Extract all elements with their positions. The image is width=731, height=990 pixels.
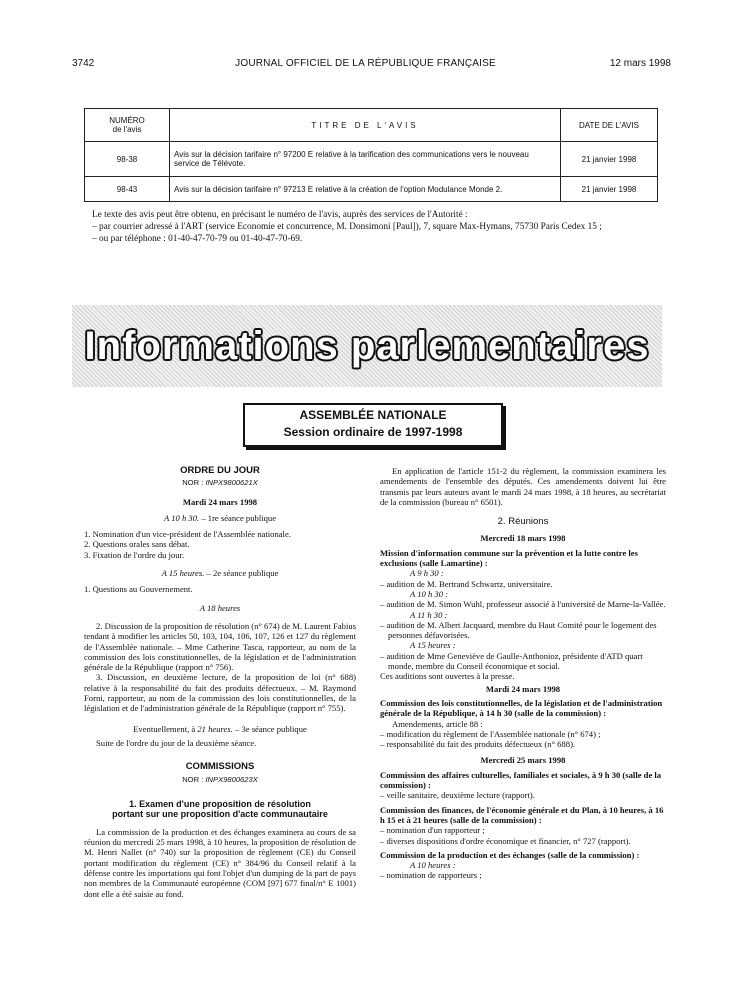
banner-title: Informations parlementaires <box>84 323 650 368</box>
intro-line: Le texte des avis peut être obtenu, en précisant le numéro de l'avis, auprès des services de l'Autorité : <box>92 210 468 220</box>
day-heading: Mercredi 25 mars 1998 <box>480 755 566 766</box>
amendments-intro: En application de l'article 151-2 du règlement, la commission examinera les amendements de l'ensemble des députés. Ces amendements doivent lui être transmis par leurs auteurs avant le mardi 24 mars 1998, à 18 heures, au secrétariat de la commission (bureau n° 6501). <box>380 466 666 507</box>
notice-date: 21 janvier 1998 <box>561 177 658 202</box>
exam-text: La commission de la production et des échanges examinera au cours de sa réunion du mercredi 25 mars 1998, à 10 heures, la proposition de résolution de M. Henri Nallet (n° 740) sur la proposition de règlement (CE) du Conseil portant modification du règlement (CE) n° 384/96 du Conseil relatif à la défense contre les importations qui font l'objet d'un dumping de la part de pays non membres de la Communauté européenne (COM [97] 677 final/n° E 1001) dont elle a été saisie au fond. <box>84 826 356 899</box>
column-header-title: TITRE DE L'AVIS <box>170 109 561 142</box>
hearing-time: A 10 h 30 : <box>410 588 449 599</box>
agenda-item: 1. Nomination d'un vice-président de l'Assemblée nationale. <box>84 529 291 540</box>
commissions-title: COMMISSIONS <box>185 761 255 773</box>
committee-heading: Commission des finances, de l'économie générale et du Plan, à 10 heures, à 16 h 15 et à 21 heures (salle de la commission) : <box>380 804 664 825</box>
nor-reference: NOR : INPX9800621X <box>182 478 258 488</box>
day-heading: Mardi 24 mars 1998 <box>182 496 258 507</box>
hearing-time: A 15 heures : <box>410 640 456 651</box>
agenda-item: 2. Discussion de la proposition de résolution (n° 674) de M. Laurent Fabius tendant à modifier les articles 50, 103, 104, 106, 107, 126 et 127 du règlement de l'Assemblée nationale. – Mme Catherine Tasca, rapporteur, au nom de la commission des lois constitutionnelles, de la législation et de l'administration générale de la République (rapport n° 756). <box>84 620 356 673</box>
session-time: A 10 h 30. – 1re séance publique <box>163 512 277 523</box>
session-time: A 15 heures. – 2e séance publique <box>161 568 279 579</box>
issue-date: 12 mars 1998 <box>609 58 671 69</box>
agenda-item: – veille sanitaire, deuxième lecture (rapport). <box>380 790 535 801</box>
agenda-item: – diverses dispositions d'ordre économique et financier, n° 727 (rapport). <box>380 835 631 846</box>
agenda-item: 3. Discussion, en deuxième lecture, de la proposition de loi (n° 688) relative à la responsabilité du fait des produits défectueux. – M. Raymond Forni, rapporteur, au nom de la commission des lois constitutionnelles, de la législation et de l'administration générale de la République (rapport n° 755). <box>84 672 356 714</box>
session-time: Eventuellement, à 21 heures. – 3e séance publique <box>133 723 307 734</box>
agenda-item: 3. Fixation de l'ordre du jour. <box>84 549 185 560</box>
section-banner <box>72 305 662 387</box>
day-heading: Mardi 24 mars 1998 <box>485 683 561 694</box>
table-row <box>85 142 658 177</box>
agenda-item: – responsabilité du fait des produits défectueux (n° 688). <box>380 739 576 750</box>
right-column <box>380 466 666 881</box>
session-name: Session ordinaire de 1997-1998 <box>283 425 463 439</box>
agenda-item: 2. Questions orales sans débat. <box>84 539 190 550</box>
hearing-item: – audition de M. Bertrand Schwartz, universitaire. <box>380 578 553 589</box>
notices-table <box>84 108 658 202</box>
exam-subtitle: portant sur une proposition d'acte communautaire <box>112 808 328 819</box>
table-header-row <box>85 109 658 142</box>
exam-title: 1. Examen d'une proposition de résolution <box>129 798 311 809</box>
agenda-item: – nomination d'un rapporteur ; <box>380 825 485 836</box>
journal-title: JOURNAL OFFICIEL DE LA RÉPUBLIQUE FRANÇAISE <box>235 58 496 69</box>
table-row <box>85 177 658 202</box>
notice-title: Avis sur la décision tarifaire n° 97213 E relative à la création de l'option Modulance Monde 2. <box>170 177 561 202</box>
committee-heading: Commission des affaires culturelles, familiales et sociales, à 9 h 30 (salle de la commission) : <box>380 769 662 791</box>
hearing-item: – audition de M. Albert Jacquard, membre du Haut Comité pour le logement des personnes défavorisées. <box>380 619 657 641</box>
press-note: Ces auditions sont ouvertes à la presse. <box>380 671 515 682</box>
notice-number: 98-43 <box>85 177 170 202</box>
hearing-time: A 10 heures : <box>410 860 456 871</box>
notice-date: 21 janvier 1998 <box>561 142 658 177</box>
nor-reference: NOR : INPX9800623X <box>182 774 258 784</box>
assembly-heading-box <box>243 403 503 447</box>
committee-heading: Commission des lois constitutionnelles, de la législation et de l'administration générale de la République, à 14 h 30 (salle de la commission) : <box>380 697 663 719</box>
agenda-item: 1. Questions au Gouvernement. <box>84 584 193 595</box>
committee-heading: Commission de la production et des échanges (salle de la commission) : <box>380 849 640 860</box>
notice-number: 98-38 <box>85 142 170 177</box>
hearing-item: – audition de Mme Geneviève de Gaulle-Anthonioz, présidente d'ATD quart monde, membre du Conseil économique et social. <box>380 650 643 672</box>
reunions-title: 2. Réunions <box>497 516 549 528</box>
agenda-item: Suite de l'ordre du jour de la deuxième séance. <box>96 737 257 748</box>
ordre-du-jour-title: ORDRE DU JOUR <box>180 465 260 476</box>
hearing-time: A 9 h 30 : <box>410 568 444 579</box>
assembly-name: ASSEMBLÉE NATIONALE <box>299 408 447 422</box>
notice-title: Avis sur la décision tarifaire n° 97200 E relative à la tarification des communications vers le nouveau service de Télévote. <box>170 142 561 177</box>
intro-line: – ou par téléphone : 01-40-47-70-79 ou 01-40-47-70-69. <box>92 234 303 244</box>
left-column <box>84 466 356 899</box>
day-heading: Mercredi 18 mars 1998 <box>480 533 566 544</box>
hearing-item: – audition de M. Simon Wuhl, professeur associé à l'université de Marne-la-Vallée. <box>380 599 666 610</box>
column-header-number: NUMÉRO de l'avis <box>85 109 170 142</box>
agenda-item: – modification du règlement de l'Assemblée nationale (n° 674) ; <box>380 728 601 739</box>
column-header-date: DATE DE L'AVIS <box>561 109 658 142</box>
intro-line: – par courrier adressé à l'ART (service Economie et concurrence, M. Donsimoni [Paul]), 7, square Max-Hymans, 75730 Paris Cedex 15 ; <box>92 222 602 232</box>
agenda-label: Amendements, article 88 : <box>392 718 483 729</box>
page-number: 3742 <box>72 58 95 69</box>
agenda-item: – nomination de rapporteurs ; <box>380 870 482 881</box>
committee-heading: Mission d'information commune sur la prévention et la lutte contre les exclusions (salle Lamartine) : <box>380 547 638 569</box>
session-time: A 18 heures <box>199 602 241 613</box>
hearing-time: A 11 h 30 : <box>410 609 448 620</box>
